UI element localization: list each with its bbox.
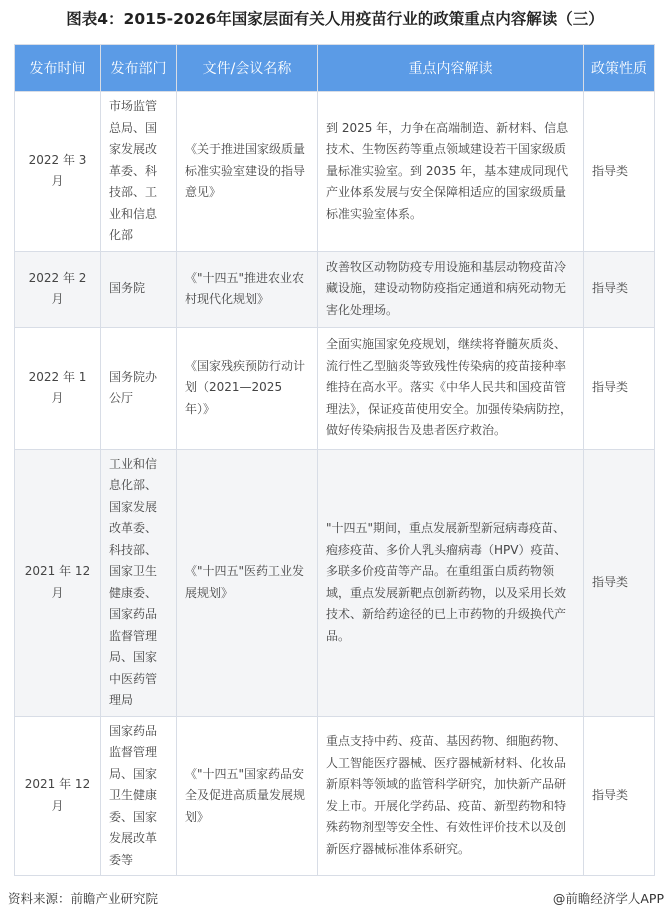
- cell-dept: 国家药品监督管理局、国家卫生健康委、国家发展改革委等: [101, 716, 177, 876]
- cell-doc: 《"十四五"推进农业农村现代化规划》: [177, 251, 318, 327]
- table-body: [15, 92, 655, 876]
- cell-date: 2021 年 12 月: [15, 449, 101, 716]
- page-title: 图表4：2015-2026年国家层面有关人用疫苗行业的政策重点内容解读（三）: [66, 10, 604, 28]
- cell-type: 指导类: [584, 251, 655, 327]
- cell-type: 指导类: [584, 92, 655, 252]
- cell-doc: 《国家残疾预防行动计划（2021—2025 年）》: [177, 327, 318, 449]
- policy-table: [14, 44, 655, 876]
- cell-date: 2022 年 1 月: [15, 327, 101, 449]
- cell-date: 2022 年 3 月: [15, 92, 101, 252]
- cell-content: 到 2025 年，力争在高端制造、新材料、信息技术、生物医药等重点领域建设若干国家级质量标准实验室。到 2035 年，基本建成同现代产业体系发展与安全保障相适应的国家级质量标准实验室体系。: [318, 92, 584, 252]
- table-row: [15, 327, 655, 449]
- table-row: [15, 449, 655, 716]
- cell-doc: 《"十四五"医药工业发展规划》: [177, 449, 318, 716]
- footer: [0, 890, 670, 916]
- source-note: 资料来源：前瞻产业研究院: [8, 891, 159, 906]
- table-row: [15, 716, 655, 876]
- cell-date: 2022 年 2 月: [15, 251, 101, 327]
- table-header: [15, 45, 655, 92]
- cell-dept: 工业和信息化部、国家发展改革委、科技部、国家卫生健康委、国家药品监督管理局、国家中医药管理局: [101, 449, 177, 716]
- header-type: 政策性质: [584, 45, 655, 92]
- header-date: 发布时间: [15, 45, 101, 92]
- cell-dept: 国务院: [101, 251, 177, 327]
- cell-content: 重点支持中药、疫苗、基因药物、细胞药物、人工智能医疗器械、医疗器械新材料、化妆品新原料等领域的监管科学研究，加快新产品研发上市。开展化学药品、疫苗、新型药物和特殊药物剂型等安全性、有效性评价技术以及创新医疗器械标准体系研究。: [318, 716, 584, 876]
- table-row: [15, 251, 655, 327]
- cell-dept: 市场监管总局、国家发展改革委、科技部、工业和信息化部: [101, 92, 177, 252]
- header-doc: 文件/会议名称: [177, 45, 318, 92]
- credit-note: @前瞻经济学人APP: [552, 891, 664, 906]
- cell-content: 改善牧区动物防疫专用设施和基层动物疫苗冷藏设施，建设动物防疫指定通道和病死动物无害化处理场。: [318, 251, 584, 327]
- cell-date: 2021 年 12 月: [15, 716, 101, 876]
- cell-type: 指导类: [584, 716, 655, 876]
- cell-content: "十四五"期间，重点发展新型新冠病毒疫苗、疱疹疫苗、多价人乳头瘤病毒（HPV）疫苗、多联多价疫苗等产品。在重组蛋白质药物领域，重点发展新靶点创新药物，以及采用长效技术、新给药途径的已上市药物的升级换代产品。: [318, 449, 584, 716]
- cell-type: 指导类: [584, 327, 655, 449]
- cell-dept: 国务院办公厅: [101, 327, 177, 449]
- cell-doc: 《关于推进国家级质量标准实验室建设的指导意见》: [177, 92, 318, 252]
- cell-doc: 《"十四五"国家药品安全及促进高质量发展规划》: [177, 716, 318, 876]
- table-row: [15, 92, 655, 252]
- header-content: 重点内容解读: [318, 45, 584, 92]
- cell-content: 全面实施国家免疫规划，继续将脊髓灰质炎、流行性乙型脑炎等致残性传染病的疫苗接种率维持在高水平。落实《中华人民共和国疫苗管理法》，保证疫苗使用安全。加强传染病防控，做好传染病报告及患者医疗救治。: [318, 327, 584, 449]
- cell-type: 指导类: [584, 449, 655, 716]
- header-dept: 发布部门: [101, 45, 177, 92]
